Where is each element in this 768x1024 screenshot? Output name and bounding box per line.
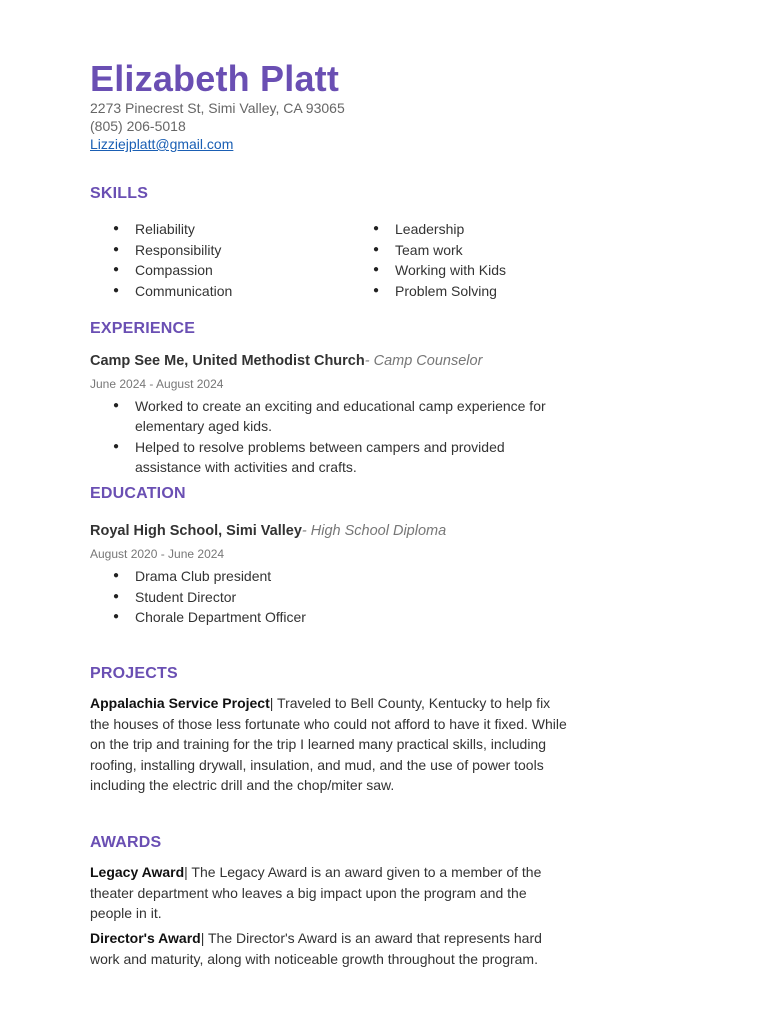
email-line <box>90 136 233 152</box>
skills-list-right <box>350 219 570 301</box>
list-item: ● Worked to create an exciting and educational camp experience for elementary aged kids. <box>90 396 570 436</box>
award-name: Legacy Award <box>90 864 185 880</box>
separator: | <box>269 695 274 711</box>
list-item: ● Working with Kids <box>350 260 570 281</box>
list-item: ● Problem Solving <box>350 281 570 302</box>
address: 2273 Pinecrest St, Simi Valley, CA 93065 <box>90 100 345 116</box>
education-org: Royal High School, Simi Valley <box>90 523 302 539</box>
experience-heading: EXPERIENCE <box>90 320 196 337</box>
skills-list-left <box>90 219 350 301</box>
experience-dates: June 2024 - August 2024 <box>90 377 224 391</box>
list-item: ● Leadership <box>350 219 570 240</box>
award-description: The Legacy Award is an award given to a member of the theater department who leaves a big impact upon the program and the people in it. <box>90 864 542 921</box>
separator: | <box>200 930 205 946</box>
education-heading: EDUCATION <box>90 485 186 502</box>
skills-heading: SKILLS <box>90 185 149 202</box>
email-link[interactable]: Lizziejplatt@gmail.com <box>90 136 234 152</box>
award-name: Director's Award <box>90 930 201 946</box>
list-item: ● Chorale Department Officer <box>90 607 570 628</box>
list-item: ● Helped to resolve problems between campers and provided assistance with activities and crafts. <box>90 437 570 477</box>
experience-org: Camp See Me, United Methodist Church <box>90 353 365 369</box>
list-item: ● Communication <box>90 281 350 302</box>
project-name: Appalachia Service Project <box>90 695 270 711</box>
award-entry <box>90 928 568 969</box>
list-item: ● Team work <box>350 240 570 261</box>
experience-role <box>90 353 482 369</box>
project-entry <box>90 693 568 796</box>
projects-heading: PROJECTS <box>90 665 178 682</box>
phone: (805) 206-5018 <box>90 118 186 134</box>
list-item: ● Responsibility <box>90 240 350 261</box>
award-entry <box>90 862 568 924</box>
list-item: ● Reliability <box>90 219 350 240</box>
award-description: The Director's Award is an award that represents hard work and maturity, along with noticeable growth throughout the program. <box>90 930 542 967</box>
education-bullets <box>90 566 570 628</box>
name-heading: Elizabeth Platt <box>90 58 340 99</box>
experience-bullets <box>90 396 570 478</box>
education-title: - High School Diploma <box>301 523 447 539</box>
list-item: ● Student Director <box>90 587 570 608</box>
project-description: Traveled to Bell County, Kentucky to help fix the houses of those less fortunate who could not afford to have it fixed. While on the trip and training for the trip I learned many practical skills, including roofing, installing drywall, insulation, and mud, and the use of power tools including the electric drill and the chop/miter saw. <box>90 695 567 793</box>
list-item: ● Drama Club president <box>90 566 570 587</box>
awards-heading: AWARDS <box>90 834 162 851</box>
separator: | <box>184 864 188 880</box>
education-role <box>90 523 446 539</box>
education-dates: August 2020 - June 2024 <box>90 547 225 561</box>
list-item: ● Compassion <box>90 260 350 281</box>
experience-title: - Camp Counselor <box>364 353 483 369</box>
